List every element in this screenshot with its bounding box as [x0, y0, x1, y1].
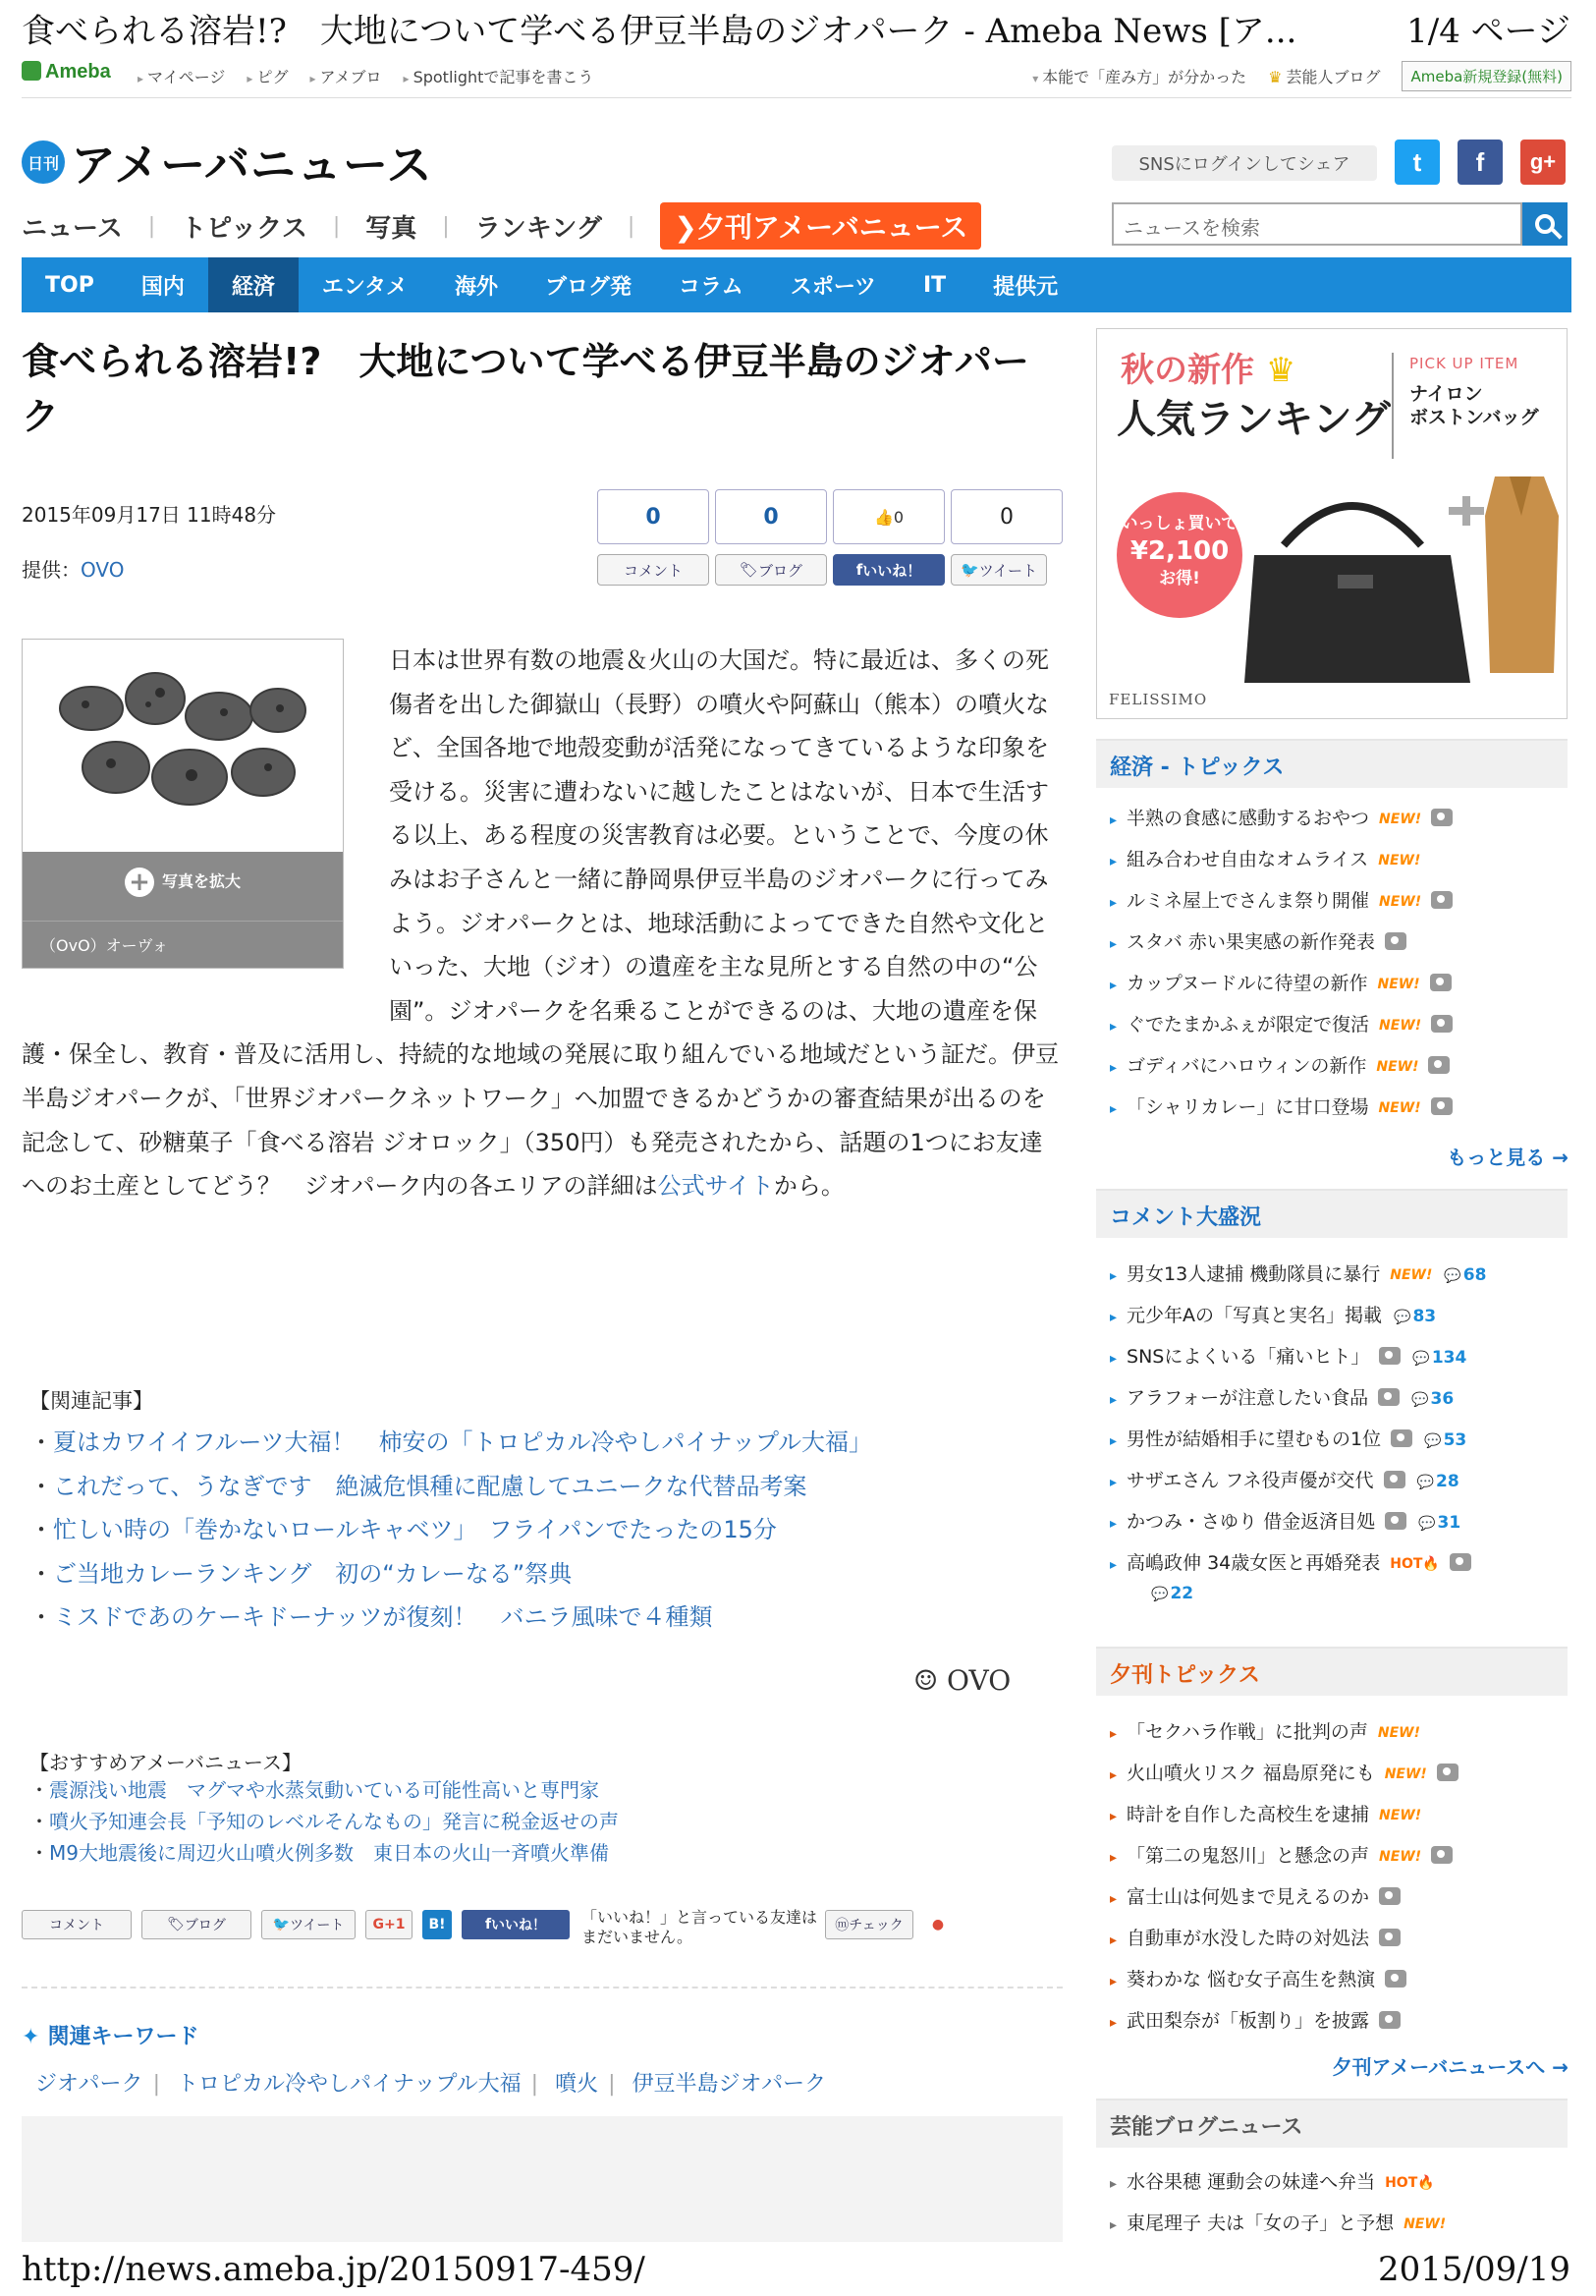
new-badge-icon: NEW! — [1378, 853, 1421, 868]
evening-news-link[interactable]: 夕刊アメーバニュースへ → — [1332, 2055, 1568, 2079]
ad-title-new: 秋の新作 ♛ — [1121, 351, 1296, 390]
bottom-comment-button[interactable]: コメント — [22, 1910, 132, 1939]
sidebar-list-item[interactable] — [1110, 1711, 1568, 1753]
print-url: http://news.ameba.jp/20150917-459/ — [22, 2250, 645, 2289]
register-button[interactable]: Ameba新規登録(無料) — [1402, 61, 1571, 91]
like-friends-note: 「いいね！」と言っている友達はまだいません。 — [581, 1908, 818, 1946]
sidebar-item-text: ルミネ屋上でさんま祭り開催 — [1127, 890, 1370, 912]
sidebar-list-item[interactable] — [1110, 1835, 1568, 1876]
related-article-item — [29, 1465, 872, 1509]
camera-icon — [1385, 1970, 1406, 1988]
global-nav-mypage[interactable]: ▸ マイページ — [138, 65, 225, 87]
ameba-global-bar — [22, 57, 1571, 98]
twitter-bird-icon: 🐦 — [272, 1917, 291, 1932]
evening-topics-heading: 夕刊トピックス — [1096, 1647, 1568, 1696]
comment-ranking-list — [1110, 1254, 1568, 1584]
economy-topics-heading: 経済 - トピックス — [1096, 739, 1568, 788]
facebook-icon: f — [1475, 146, 1485, 177]
sidebar-list-item[interactable] — [1110, 1794, 1568, 1835]
camera-icon — [1391, 1429, 1412, 1447]
camera-icon — [1431, 1097, 1453, 1115]
sidebar-list-item[interactable] — [1110, 2203, 1568, 2244]
sidebar-item-text: 「シャリカレー」に甘口登場 — [1127, 1096, 1369, 1118]
category-entertainment[interactable]: エンタメ — [321, 274, 408, 300]
sidebar-list-item[interactable] — [1110, 1004, 1568, 1045]
googleplus-share-button[interactable] — [1520, 140, 1566, 185]
comment-count-extra — [1139, 1584, 1193, 1603]
ad-pickup-label: PICK UP ITEM — [1409, 355, 1519, 372]
sidebar-item-text: 葵わかな 悩む女子高生を熱演 — [1127, 1969, 1376, 1990]
recommended-item — [29, 1806, 619, 1837]
tab-ranking[interactable]: ランキング — [474, 213, 602, 244]
recommended-heading: 【おすすめアメーバニュース】 — [29, 1751, 302, 1774]
sidebar-list-item[interactable] — [1110, 2161, 1568, 2203]
sidebar-item-text: 火山噴火リスク 福島原発にも — [1127, 1763, 1375, 1784]
sparkle-icon: ✦ — [22, 2025, 40, 2049]
bottom-blog-button[interactable]: 🏷 ブログ — [141, 1910, 251, 1939]
sidebar-item-text: 時計を自作した高校生を逮捕 — [1127, 1804, 1370, 1825]
tweet-button[interactable]: 🐦 ツイート — [951, 554, 1047, 586]
comment-count: 0 — [597, 489, 709, 544]
category-blog[interactable]: ブログ発 — [545, 274, 633, 300]
camera-icon — [1378, 1388, 1400, 1406]
new-badge-icon: NEW! — [1379, 1808, 1422, 1823]
camera-icon — [1379, 2011, 1401, 2029]
ad-brand: FELISSIMO — [1109, 691, 1208, 708]
hatena-bookmark-button[interactable]: B! — [422, 1910, 452, 1939]
sidebar-item-text: かつみ・さゆり 借金返済目処 — [1127, 1511, 1376, 1533]
related-keywords-heading: ✦ 関連キーワード — [22, 2025, 199, 2049]
comment-bubble-icon: 💬 53 — [1424, 1420, 1466, 1462]
tab-photos[interactable]: 写真 — [365, 213, 417, 244]
ad-product-name: ナイロン ボストンバッグ — [1409, 383, 1539, 428]
sidebar-list-item[interactable] — [1110, 1254, 1568, 1295]
like-count: 👍 0 — [833, 489, 945, 544]
news-search-input[interactable]: ニュースを検索 — [1112, 202, 1522, 246]
global-nav — [138, 65, 593, 87]
blog-button[interactable]: 🏷 ブログ — [715, 554, 827, 586]
camera-icon — [1379, 1887, 1401, 1905]
new-badge-icon: NEW! — [1377, 1725, 1421, 1741]
camera-icon — [1384, 1471, 1405, 1488]
ovo-face-icon: ☺ — [913, 1664, 939, 1697]
official-site-link[interactable]: 公式サイト — [657, 1172, 774, 1201]
evening-topics-list — [1110, 1711, 1568, 2042]
sidebar-list-item[interactable] — [1110, 880, 1568, 922]
sidebar-item-text: 「第二の鬼怒川」と懸念の声 — [1127, 1845, 1370, 1867]
twitter-share-button[interactable] — [1395, 140, 1440, 185]
sidebar-item-text: 富士山は何処まで見えるのか — [1127, 1886, 1370, 1908]
search-icon — [1535, 214, 1555, 234]
tab-divider: | — [442, 213, 450, 239]
camera-icon — [1379, 1929, 1401, 1946]
comment-ranking-heading: コメント大盛況 — [1096, 1189, 1568, 1238]
comment-bubble-icon: 💬 22 — [1151, 1584, 1193, 1603]
ad-title-ranking: 人気ランキング — [1117, 397, 1391, 442]
sidebar-list-item[interactable] — [1110, 1336, 1568, 1377]
category-domestic[interactable]: 国内 — [140, 274, 185, 300]
category-top[interactable]: TOP — [45, 272, 94, 298]
photo-caption: （OvO）オーヴォ — [23, 921, 343, 968]
new-badge-icon: NEW! — [1376, 1059, 1419, 1075]
ameba-logo[interactable]: Ameba — [22, 61, 111, 84]
related-article-link[interactable]: 夏はカワイイフルーツ大福！ 柿安の「トロピカル冷やしパイナップル大福」 — [53, 1428, 872, 1456]
global-nav-ameblo[interactable]: ▸ アメブロ — [309, 65, 381, 87]
related-keywords-list: ジオパーク | トロピカル冷やしパイナップル大福 | 噴火 | 伊豆半島ジオパーク — [35, 2072, 827, 2097]
camera-icon — [1431, 1846, 1453, 1864]
print-date: 2015/09/19 — [1378, 2250, 1570, 2289]
sidebar-item-text: ぐでたまかふぇが限定で復活 — [1127, 1014, 1370, 1036]
sns-share-label: SNSにログインしてシェア — [1112, 145, 1377, 181]
facebook-share-button[interactable] — [1458, 140, 1503, 185]
search-button[interactable] — [1522, 202, 1568, 246]
sidebar-list-item[interactable] — [1110, 1087, 1568, 1128]
evening-news-button[interactable]: ❯夕刊アメーバニュース — [660, 202, 981, 250]
recommended-link[interactable]: 噴火予知連会長「予知のレベルそんなもの」発言に税金返せの声 — [49, 1810, 619, 1833]
keyword-link[interactable]: 伊豆半島ジオパーク — [632, 2072, 827, 2097]
related-article-link[interactable]: ご当地カレーランキング 初の“カレーなる”祭典 — [53, 1559, 573, 1588]
related-article-link[interactable]: これだって、うなぎです 絶滅危惧種に配慮してユニークな代替品考案 — [53, 1472, 807, 1500]
camera-icon — [1430, 974, 1452, 991]
related-article-item — [29, 1508, 872, 1552]
hot-badge-icon: HOT🔥 — [1385, 2175, 1435, 2191]
site-logo[interactable] — [22, 130, 433, 195]
global-nav-pigg[interactable]: ▸ ピグ — [247, 65, 288, 87]
bag-and-cardigan-image — [1244, 457, 1568, 712]
new-badge-icon: NEW! — [1379, 1849, 1422, 1865]
category-column[interactable]: コラム — [679, 274, 743, 300]
mixi-check-button[interactable]: ⓜ チェック — [825, 1910, 913, 1939]
sidebar-item-text: サザエさん フネ役声優が交代 — [1127, 1470, 1374, 1491]
bottom-tweet-button[interactable]: 🐦 ツイート — [261, 1910, 356, 1939]
twitter-bird-icon: 🐦 — [961, 561, 979, 579]
sidebar-item-text: 「セクハラ作戦」に批判の声 — [1127, 1721, 1368, 1743]
camera-icon — [1450, 1553, 1471, 1571]
keyword-link[interactable]: 噴火 — [555, 2072, 599, 2097]
facebook-icon: f — [855, 561, 863, 579]
sidebar-list-item[interactable] — [1110, 1918, 1568, 1959]
sidebar-item-text: 水谷果穂 運動会の妹達へ弁当 — [1127, 2171, 1376, 2193]
sidebar-item-text: 半熟の食感に感動するおやつ — [1127, 808, 1370, 829]
related-article-link[interactable]: 忙しい時の「巻かないロールキャベツ」 フライパンでたったの15分 — [53, 1516, 777, 1544]
sidebar-list-item[interactable] — [1110, 1377, 1568, 1419]
category-nav — [22, 257, 1571, 312]
sidebar-list-item[interactable] — [1110, 1753, 1568, 1794]
category-it[interactable]: IT — [922, 272, 947, 298]
article-body: 日本は世界有数の地震＆火山の大国だ。特に最近は、多くの死傷者を出した御嶽山（長野）の噴火や阿蘇山（熊本）の噴火など、全国各地で地殻変動が活発になってきているような印象を受ける。災害に遭わないに越したことはないが、日本で生活する以上、ある程度の災害教育は必要。ということで、今度の休みはお子さんと一緒に静岡県伊豆半島のジオパークに行ってみよう。ジオパークとは、地球活動によってできた自然や文化といった、大地（ジオ）の遺産を主な見所とする自然の中の“公園”。ジオパークを名乗ることができるのは、大地の遺産を保護・保全し、教育・普及に活用し、持続的な地域の発展に取り組んでいる地域だという証だ。伊豆半島ジオパークが、「世界ジオパークネットワーク」へ加盟できるかどうかの審査結果が出るのを記念して、砂糖菓子「食べる溶岩 ジオロック」（350円）も発売されたから、話題の1つにお友達へのお土産としてどう？ ジオパーク内の各エリアの詳細は公式サイトから。 — [22, 639, 1063, 1208]
facebook-like-button[interactable]: f いいね！ — [833, 554, 945, 586]
sidebar-list-item[interactable] — [1110, 2000, 1568, 2042]
sidebar-list-item[interactable] — [1110, 1876, 1568, 1918]
related-article-item — [29, 1596, 872, 1640]
related-article-link[interactable]: ミスドであのケーキドーナッツが復刻！ バニラ風味で４種類 — [53, 1603, 713, 1632]
comment-bubble-icon: 💬 134 — [1412, 1337, 1466, 1379]
twitter-icon: t — [1412, 146, 1422, 177]
article-source: 提供：OVO — [22, 558, 125, 582]
new-badge-icon: NEW! — [1390, 1267, 1433, 1283]
sidebar-item-text: 自動車が水没した時の対処法 — [1127, 1928, 1370, 1949]
tweet-count: 0 — [951, 489, 1063, 544]
recommended-link[interactable]: 震源浅い地震 マグマや水蒸気動いている可能性高いと専門家 — [49, 1778, 599, 1802]
tab-news[interactable]: ニュース — [22, 213, 123, 244]
print-title: 食べられる溶岩!? 大地について学べる伊豆半島のジオパーク - Ameba News [ア... — [22, 12, 1297, 51]
camera-icon — [1385, 1512, 1406, 1530]
source-link[interactable]: OVO — [81, 558, 125, 582]
photo-expand-button[interactable]: + 写真を拡大 — [23, 868, 343, 897]
chevron-right-icon: ❯ — [674, 211, 697, 244]
celebrity-blog-list — [1110, 2161, 1568, 2244]
ameba-logo-icon — [22, 61, 41, 81]
sidebar-item-text: ゴディバにハロウィンの新作 — [1127, 1055, 1367, 1077]
celebrity-blog-heading: 芸能ブログニュース — [1096, 2099, 1568, 2148]
camera-icon — [1431, 891, 1453, 909]
new-badge-icon: NEW! — [1378, 1100, 1421, 1116]
category-providers[interactable]: 提供元 — [993, 274, 1059, 300]
sidebar-list-item[interactable] — [1110, 963, 1568, 1004]
comment-bubble-icon: 💬 68 — [1444, 1255, 1486, 1297]
article-title: 食べられる溶岩!? 大地について学べる伊豆半島のジオパーク — [22, 340, 1029, 438]
sidebar-item-text: スタバ 赤い果実感の新作発表 — [1127, 931, 1375, 953]
category-sports[interactable]: スポーツ — [790, 274, 876, 300]
keyword-link[interactable]: ジオパーク — [35, 2072, 143, 2097]
plus-icon: + — [125, 868, 154, 897]
comment-bubble-icon: 💬 28 — [1417, 1461, 1459, 1503]
thumbs-up-icon: 👍 — [873, 507, 894, 527]
recommended-list — [29, 1774, 619, 1869]
sidebar-list-item[interactable] — [1110, 1501, 1568, 1542]
global-nav-spotlight[interactable]: ▸ Spotlightで記事を書こう — [404, 65, 594, 87]
economy-topics-list — [1110, 798, 1568, 1128]
article-date: 2015年09月17日 11時48分 — [22, 503, 277, 527]
more-economy-link[interactable]: もっと見る → — [1447, 1146, 1568, 1169]
sidebar-item-text: SNSによくいる「痛いヒト」 — [1127, 1346, 1370, 1368]
sidebar-list-item[interactable] — [1110, 798, 1568, 839]
category-economy[interactable]: 経済 — [208, 257, 299, 312]
tab-divider: | — [627, 213, 635, 239]
bottom-facebook-like-button[interactable]: f いいね！ — [462, 1910, 570, 1939]
sidebar-list-item[interactable] — [1110, 1295, 1568, 1336]
camera-icon — [1431, 1015, 1453, 1033]
sidebar-list-item[interactable] — [1110, 1959, 1568, 2000]
new-badge-icon: NEW! — [1379, 812, 1422, 827]
global-promo-link[interactable]: ▾ 本能で「産み方」が分かった — [1032, 65, 1246, 87]
related-articles-list — [29, 1421, 872, 1640]
camera-icon — [1437, 1764, 1458, 1781]
comment-bubble-icon: 💬 31 — [1418, 1502, 1460, 1544]
new-badge-icon: NEW! — [1377, 977, 1420, 992]
sidebar-list-item[interactable] — [1110, 839, 1568, 880]
sidebar-item-text: 元少年Aの「写真と実名」掲載 — [1127, 1305, 1383, 1326]
keyword-link[interactable]: トロピカル冷やしパイナップル大福 — [176, 2072, 522, 2097]
recommended-item — [29, 1774, 619, 1806]
sidebar-item-text: 男女13人逮捕 機動隊員に暴行 — [1127, 1263, 1381, 1285]
ad-placeholder — [22, 2116, 1063, 2242]
camera-icon — [1428, 1056, 1450, 1074]
sidebar-item-text: 男性が結婚相手に望むもの1位 — [1127, 1428, 1382, 1450]
sidebar-item-text: 組み合わせ自由なオムライス — [1127, 849, 1369, 870]
check-icon: ⓜ — [835, 1918, 850, 1933]
facebook-icon: f — [484, 1917, 492, 1932]
sidebar-list-item[interactable] — [1110, 1542, 1568, 1584]
camera-icon — [1431, 809, 1453, 826]
bottom-gplus-button[interactable]: G+1 — [365, 1910, 413, 1939]
comment-bubble-icon: 💬 83 — [1394, 1296, 1436, 1338]
celebrity-blog-link[interactable]: ♛ 芸能人ブログ — [1268, 68, 1381, 86]
recommended-link[interactable]: M9大地震後に周辺火山噴火例多数 東日本の火山一斉噴火準備 — [49, 1841, 609, 1865]
photo-spacer — [22, 639, 389, 1002]
section-tabs — [22, 202, 981, 250]
new-badge-icon: NEW! — [1379, 894, 1422, 910]
tab-divider: | — [332, 213, 341, 239]
logo-text: アメーバニュース — [71, 139, 433, 192]
googleplus-icon: g+ — [1529, 149, 1557, 174]
hot-badge-icon: HOT🔥 — [1390, 1556, 1440, 1572]
comment-bubble-icon: 💬 36 — [1411, 1378, 1454, 1421]
sidebar-item-text: 高嶋政伸 34歳女医と再婚発表 — [1127, 1552, 1381, 1574]
related-article-item — [29, 1421, 872, 1465]
blog-tag-icon: 🏷 — [167, 1917, 185, 1932]
sidebar-item-text: 武田梨奈が「板割り」を披露 — [1127, 2010, 1370, 2032]
sidebar-list-item[interactable] — [1110, 1045, 1568, 1087]
blog-count: 0 — [715, 489, 827, 544]
ad-divider — [1392, 353, 1394, 459]
sidebar-list-item[interactable] — [1110, 922, 1568, 963]
recommended-item — [29, 1837, 619, 1869]
new-badge-icon: NEW! — [1384, 1766, 1427, 1782]
blog-tag-icon: 🏷 — [739, 561, 759, 579]
ad-price-bubble: いっしょ買いで ¥2,100 お得! — [1117, 492, 1242, 618]
sidebar-item-text: カップヌードルに待望の新作 — [1127, 973, 1368, 994]
global-bar-right — [1032, 61, 1571, 91]
comment-button[interactable]: コメント — [597, 554, 709, 586]
category-overseas[interactable]: 海外 — [455, 274, 499, 300]
sidebar-item-text: 東尾理子 夫は「女の子」と予想 — [1127, 2212, 1395, 2234]
new-badge-icon: NEW! — [1379, 1018, 1422, 1034]
related-article-item — [29, 1552, 872, 1596]
tab-topics[interactable]: トピックス — [181, 213, 307, 244]
print-page-number: 1/4 ページ — [1406, 12, 1570, 51]
camera-icon — [1385, 932, 1406, 950]
sidebar-list-item[interactable] — [1110, 1419, 1568, 1460]
sidebar-item-text: アラフォーが注意したい食品 — [1127, 1387, 1369, 1409]
tab-divider: | — [147, 213, 156, 239]
crown-icon: ♛ — [1265, 351, 1296, 390]
ovo-logo[interactable]: ☺ OVO — [913, 1664, 1012, 1697]
related-articles-heading: 【関連記事】 — [29, 1389, 153, 1413]
new-badge-icon: NEW! — [1403, 2216, 1447, 2232]
misc-share-icon[interactable]: ● — [925, 1910, 951, 1939]
sidebar-ad-banner[interactable] — [1096, 328, 1568, 719]
content-divider — [22, 1987, 1063, 1988]
crown-icon: ♛ — [1268, 68, 1283, 86]
logo-badge: 日刊 — [22, 140, 65, 184]
camera-icon — [1379, 1347, 1401, 1365]
sidebar-list-item[interactable] — [1110, 1460, 1568, 1501]
